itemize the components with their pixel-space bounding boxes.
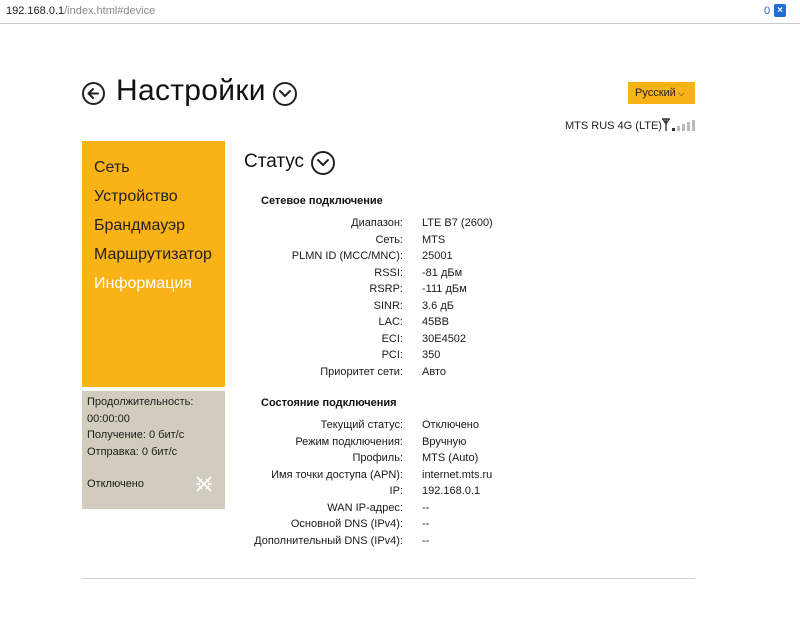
url-text[interactable]: 192.168.0.1/index.html#device (6, 5, 156, 17)
info-row: PLMN ID (MCC/MNC): 25001 (291, 250, 453, 262)
info-row: Текущий статус: Отключено (320, 419, 479, 431)
info-row: RSSI: -81 дБм (374, 266, 463, 279)
sidebar-item-firewall[interactable]: Брандмауэр (94, 217, 186, 234)
signal-strength-icon (661, 118, 695, 132)
language-select[interactable] (628, 82, 695, 104)
chevron-down-icon: ⌵ (677, 88, 685, 98)
info-row: RSRP: -111 дБм (369, 283, 467, 295)
info-row: Дополнительный DNS (IPv4): -- (254, 534, 430, 547)
receive-rate: Получение: 0 бит/с (87, 429, 185, 441)
sidebar-item-device[interactable]: Устройство (94, 188, 178, 205)
info-row: IP: 192.168.0.1 (389, 485, 481, 497)
extension-count: 0 (764, 5, 771, 17)
section-title: Статус (244, 151, 305, 172)
sidebar-item-information[interactable]: Информация (94, 275, 192, 292)
back-arrow-icon[interactable] (82, 82, 105, 105)
disconnected-icon[interactable] (193, 473, 215, 495)
section-chevron-down-icon[interactable] (311, 151, 335, 175)
send-rate: Отправка: 0 бит/с (87, 445, 178, 458)
connection-group-title: Состояние подключения (261, 397, 397, 409)
info-row: Диапазон: LTE B7 (2600) (351, 217, 493, 229)
address-bar[interactable] (0, 0, 800, 24)
info-row: Сеть: MTS (375, 233, 446, 246)
operator-name: MTS RUS 4G (LTE) (565, 120, 662, 132)
info-row: Режим подключения: Вручную (295, 435, 467, 448)
footer-divider (82, 578, 695, 579)
network-group-title: Сетевое подключение (261, 195, 383, 207)
title-chevron-down-icon[interactable] (273, 82, 297, 106)
info-row: Основной DNS (IPv4): -- (290, 518, 430, 530)
duration-label: Продолжительность: (87, 396, 194, 408)
info-row: Имя точки доступа (APN): internet.mts.ru (271, 468, 493, 481)
info-row: Приоритет сети: Авто (320, 365, 446, 378)
info-row: Профиль: MTS (Auto) (352, 452, 479, 464)
sidebar-nav (82, 141, 225, 387)
duration-value: 00:00:00 (87, 412, 130, 425)
sidebar-item-router[interactable]: Маршрутизатор (94, 246, 212, 263)
connection-state: Отключено (87, 478, 144, 490)
info-row: LAC: 45BB (378, 316, 449, 328)
info-row: PCI: 350 (381, 349, 441, 361)
info-row: WAN IP-адрес: -- (327, 501, 430, 514)
connection-panel (82, 391, 225, 509)
info-row: ECI: 30E4502 (381, 332, 467, 345)
language-label: Русский (635, 87, 676, 99)
sidebar-item-network[interactable]: Сеть (94, 159, 130, 176)
page-title: Настройки (116, 74, 266, 107)
info-row: SINR: 3.6 дБ (373, 299, 454, 312)
extension-shield-icon[interactable]: × (774, 4, 786, 17)
